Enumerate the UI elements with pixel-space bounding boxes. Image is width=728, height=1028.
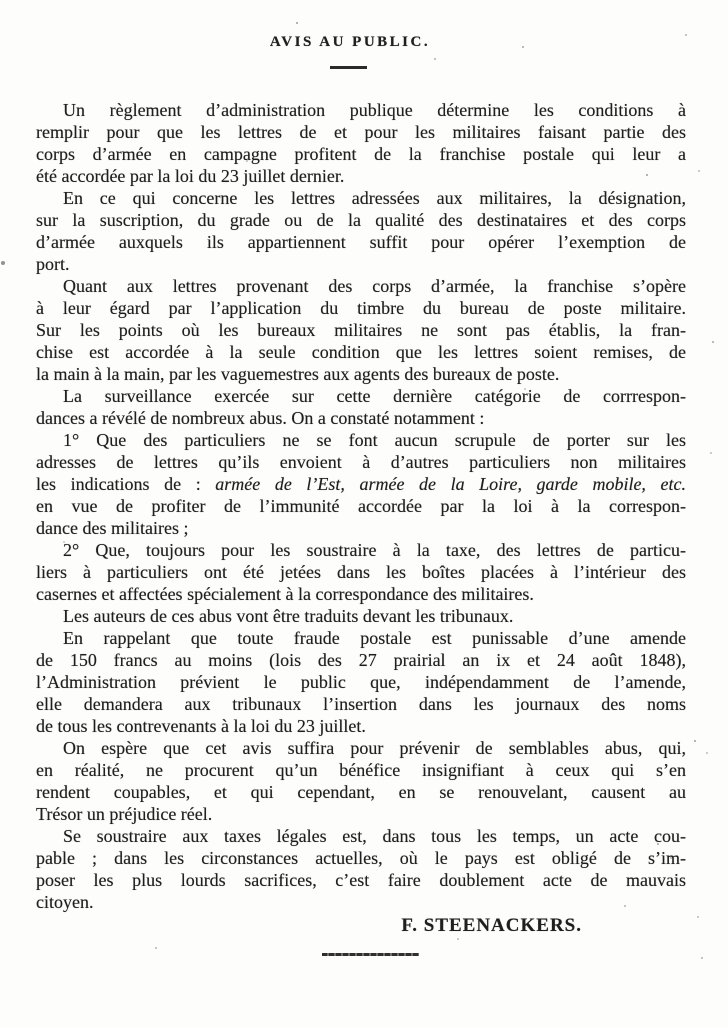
text-segment: liers à particuliers ont été jetées dans les boîtes placées à l’intérieur des bbox=[36, 562, 686, 582]
signature-block bbox=[36, 915, 686, 956]
text-line bbox=[36, 693, 686, 715]
text-segment: l’Administration prévient le public que, indépendamment de l’amende, bbox=[36, 672, 686, 692]
text-line bbox=[36, 297, 686, 319]
text-line bbox=[36, 781, 686, 803]
text-segment: Quant aux lettres provenant des corps d’armée, la franchise s’opère bbox=[63, 276, 686, 296]
text-segment: citoyen. bbox=[36, 892, 94, 912]
text-segment: été accordée par la loi du 23 juillet dernier. bbox=[36, 166, 345, 186]
text-segment: casernes et affectées spécialement à la correspondance des militaires. bbox=[36, 584, 534, 604]
text-segment: la main à la main, par les vaguemestres aux agents des bureaux de poste. bbox=[36, 364, 560, 384]
text-segment: dances a révélé de nombreux abus. On a constaté notamment : bbox=[36, 408, 485, 428]
text-line bbox=[36, 165, 686, 187]
text-segment: 1° Que des particuliers ne se font aucun scrupule de porter sur les bbox=[63, 430, 686, 450]
text-line bbox=[36, 209, 686, 231]
end-divider bbox=[322, 953, 419, 956]
text-line bbox=[36, 275, 686, 297]
text-line bbox=[36, 121, 686, 143]
text-line bbox=[36, 715, 686, 737]
text-segment: La surveillance exercée sur cette dernière catégorie de corrrespon- bbox=[63, 386, 686, 406]
text-segment: Les auteurs de ces abus vont être traduits devant les tribunaux. bbox=[63, 606, 514, 626]
text-line bbox=[36, 759, 686, 781]
text-line bbox=[36, 99, 686, 121]
text-segment: de tous les contrevenants à la loi du 23 juillet. bbox=[36, 716, 366, 736]
italic-text: armée de l’Est, armée de la Loire, garde mobile, etc. bbox=[215, 474, 686, 494]
text-segment: 2° Que, toujours pour les soustraire à la taxe, des lettres de particu- bbox=[63, 540, 686, 560]
text-line bbox=[36, 605, 686, 627]
signature: F. STEENACKERS. bbox=[401, 915, 582, 936]
text-segment: en vue de profiter de l’immunité accordée par la loi à la correspon- bbox=[36, 496, 686, 516]
text-segment: en réalité, ne procurent qu’un bénéfice insignifiant à ceux qui s’en bbox=[36, 760, 686, 780]
text-segment: dance des militaires ; bbox=[36, 518, 189, 538]
text-line bbox=[36, 803, 686, 825]
text-segment: pable ; dans les circonstances actuelles, où le pays est obligé de s’im- bbox=[36, 848, 686, 868]
text-segment: les indications de : bbox=[36, 474, 216, 494]
text-segment: En rappelant que toute fraude postale est punissable d’une amende bbox=[63, 628, 686, 648]
text-line bbox=[36, 385, 686, 407]
text-segment: elle demandera aux tribunaux l’insertion dans les journaux des noms bbox=[36, 694, 686, 714]
text-segment: de 150 francs au moins (lois des 27 prairial an ix et 24 août 1848), bbox=[36, 650, 686, 670]
text-segment: corps d’armée en campagne profitent de la franchise postale qui leur a bbox=[36, 144, 686, 164]
text-segment: Se soustraire aux taxes légales est, dans tous les temps, un acte cou- bbox=[63, 826, 686, 846]
text-line bbox=[36, 517, 686, 539]
text-segment: En ce qui concerne les lettres adressées aux militaires, la désignation, bbox=[63, 188, 686, 208]
text-segment: Trésor un préjudice réel. bbox=[36, 804, 213, 824]
document-body bbox=[36, 99, 686, 913]
text-line bbox=[36, 429, 686, 451]
text-line bbox=[36, 847, 686, 869]
text-line bbox=[36, 671, 686, 693]
text-segment: On espère que cet avis suffira pour prévenir de semblables abus, qui, bbox=[63, 738, 686, 758]
text-line bbox=[36, 187, 686, 209]
text-segment: chise est accordée à la seule condition que les lettres soient remises, de bbox=[36, 342, 686, 362]
text-segment: Un règlement d’administration publique détermine les conditions à bbox=[63, 100, 686, 120]
text-line bbox=[36, 539, 686, 561]
text-segment: Sur les points où les bureaux militaires ne sont pas établis, la fran- bbox=[36, 320, 686, 340]
text-line bbox=[36, 583, 686, 605]
text-segment: port. bbox=[36, 254, 70, 274]
text-line bbox=[36, 341, 686, 363]
text-segment: sur la suscription, du grade ou de la qualité des destinataires et des corps bbox=[36, 210, 686, 230]
text-line bbox=[36, 561, 686, 583]
title-divider bbox=[330, 66, 367, 69]
text-segment: poser les plus lourds sacrifices, c’est faire doublement acte de mauvais bbox=[36, 870, 686, 890]
text-line bbox=[36, 495, 686, 517]
text-line bbox=[36, 825, 686, 847]
text-line bbox=[36, 473, 686, 495]
text-line bbox=[36, 253, 686, 275]
text-line bbox=[36, 363, 686, 385]
text-line bbox=[36, 869, 686, 891]
text-segment: remplir pour que les lettres de et pour les militaires faisant partie des bbox=[36, 122, 686, 142]
text-line bbox=[36, 737, 686, 759]
text-segment: adresses de lettres qu’ils envoient à d’autres particuliers non militaires bbox=[36, 452, 686, 472]
text-line bbox=[36, 891, 686, 913]
text-segment: rendent coupables, et qui cependant, en se renouvelant, causent au bbox=[36, 782, 686, 802]
text-line bbox=[36, 451, 686, 473]
text-segment: à leur égard par l’application du timbre du bureau de poste militaire. bbox=[36, 298, 686, 318]
text-line bbox=[36, 407, 686, 429]
text-line bbox=[36, 143, 686, 165]
document-title: AVIS AU PUBLIC. bbox=[269, 34, 431, 50]
text-line bbox=[36, 319, 686, 341]
text-line bbox=[36, 627, 686, 649]
text-line bbox=[36, 649, 686, 671]
text-line bbox=[36, 231, 686, 253]
text-segment: d’armée auxquels ils appartiennent suffit pour opérer l’exemption de bbox=[36, 232, 686, 252]
